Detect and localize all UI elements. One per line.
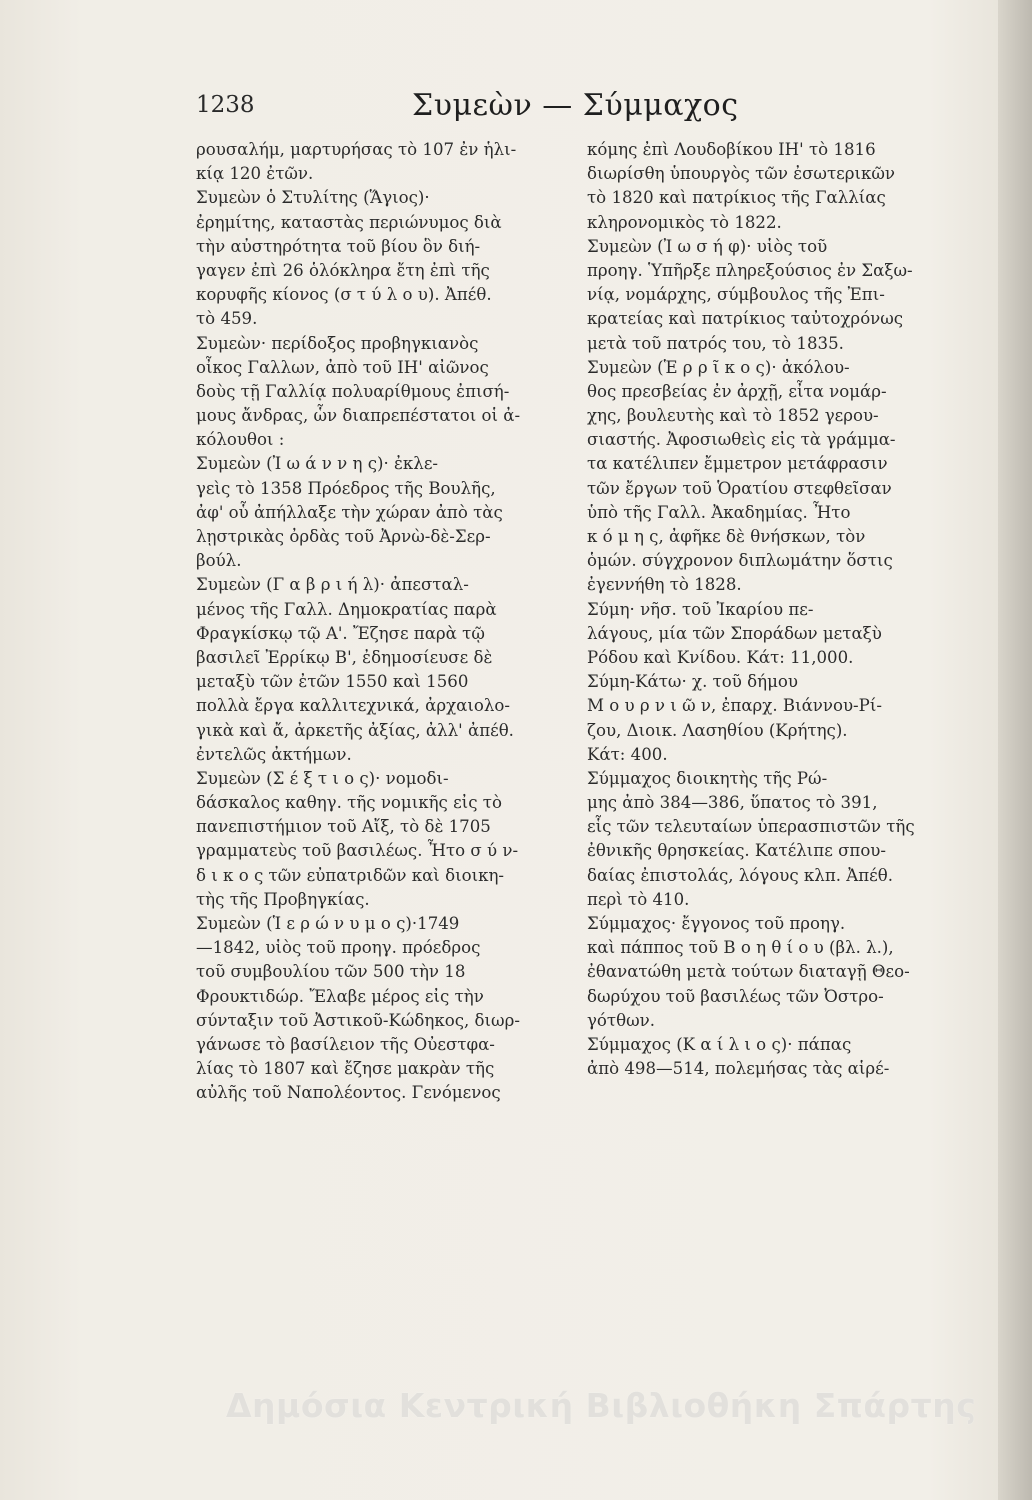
text-line: ὁμών. σύγχρονον διπλωμάτην ὅστις [587,551,893,571]
text-line: Συμεὼν (Γ α β ρ ι ή λ)· ἀπεσταλ- [196,575,469,595]
text-line: τὸ 1820 καὶ πατρίκιος τῆς Γαλλίας [587,188,886,208]
library-watermark: Δημόσια Κεντρική Βιβλιοθήκη Σπάρτης [226,1386,977,1425]
text-line: τα κατέλιπεν ἔμμετρον μετάφρασιν [587,454,888,474]
text-line: —1842, υἱὸς τοῦ προηγ. πρόεδρος [196,938,481,958]
text-line: γεὶς τὸ 1358 Πρόεδρος τῆς Βουλῆς, [196,478,496,498]
page-header [0,88,1032,132]
text-line: μένος τῆς Γαλλ. Δημοκρατίας παρὰ [196,599,497,619]
text-line: ζου, Διοικ. Λασηθίου (Κρήτης). [587,720,848,740]
text-line: Μ ο υ ρ ν ι ῶ ν, ἐπαρχ. Βιάννου-Ρί- [587,696,882,716]
text-line: σιαστής. Ἀφοσιωθεὶς εἰς τὰ γράμμα- [587,430,896,450]
text-line: Κάτ: 400. [587,744,668,764]
text-line: κ ό μ η ς, ἀφῆκε δὲ θνήσκων, τὸν [587,527,866,546]
text-line: ἐντελῶς ἀκτήμων. [196,744,352,764]
text-line: Συμεὼν· περίδοξος προβηγκιανὸς [196,333,479,353]
text-line: λῃστρικὰς ὀρδὰς τοῦ Ἀρνὼ-δὲ-Σερ- [196,527,491,546]
text-line: μετὰ τοῦ πατρός του, τὸ 1835. [587,333,844,353]
text-line: Σύμμαχος· ἔγγονος τοῦ προηγ. [587,914,846,933]
text-line: κόλουθοι : [196,430,285,450]
text-line: γικὰ καὶ ἄ, ἀρκετῆς ἀξίας, ἀλλ' ἀπέθ. [196,720,514,740]
text-line: πανεπιστήμιον τοῦ Αἴξ, τὸ δὲ 1705 [196,817,491,837]
text-line: τοῦ συμβουλίου τῶν 500 τὴν 18 [196,962,466,982]
text-line: ἐθανατώθη μετὰ τούτων διαταγῇ Θεο- [587,962,910,982]
page-edge-shadow [998,0,1032,1500]
text-line: Φρουκτιδώρ. Ἔλαβε μέρος εἰς τὴν [196,986,484,1006]
text-line: οἶκος Γαλλων, ἀπὸ τοῦ ΙΗ' αἰῶνος [196,357,489,377]
text-line: ἀφ' οὗ ἀπήλλαξε τὴν χώραν ἀπὸ τὰς [196,502,503,522]
text-line: εἷς τῶν τελευταίων ὑπερασπιστῶν τῆς [587,817,915,837]
text-line: βούλ. [196,551,242,571]
text-line: ἐγεννήθη τὸ 1828. [587,575,742,595]
text-line: ὑπὸ τῆς Γαλλ. Ἀκαδημίας. Ἦτο [587,502,851,522]
text-line: δ ι κ ο ς τῶν εὐπατριδῶν καὶ διοικη- [196,865,504,885]
text-line: Συμεὼν ὁ Στυλίτης (Ἅγιος)· [196,188,430,208]
text-line: γαγεν ἐπὶ 26 ὁλόκληρα ἔτη ἐπὶ τῆς [196,260,490,280]
text-line: γραμματεὺς τοῦ βασιλέως. Ἦτο σ ύ ν- [196,841,519,861]
text-line: λίας τὸ 1807 καὶ ἔζησε μακρὰν τῆς [196,1059,495,1079]
text-line: τῶν ἔργων τοῦ Ὁρατίου στεφθεῖσαν [587,478,892,498]
text-line: κόμης ἐπὶ Λουδοβίκου ΙΗ' τὸ 1816 [587,140,876,159]
text-line: ἐρημίτης, καταστὰς περιώνυμος διὰ [196,212,502,232]
text-line: κίᾳ 120 ἐτῶν. [196,164,314,184]
text-line: περὶ τὸ 410. [587,889,690,909]
text-line: ἀπὸ 498—514, πολεμήσας τὰς αἱρέ- [587,1059,890,1079]
text-line: δοὺς τῇ Γαλλίᾳ πολυαρίθμους ἐπισή- [196,381,510,401]
text-line: αὐλῆς τοῦ Ναπολέοντος. Γενόμενος [196,1083,501,1103]
text-line: διωρίσθη ὑπουργὸς τῶν ἐσωτερικῶν [587,164,895,184]
text-line: τὴς τῆς Προβηγκίας. [196,889,370,909]
text-line: Συμεὼν (Ἑ ρ ρ ῖ κ ο ς)· ἀκόλου- [587,357,850,377]
text-line: δάσκαλος καθηγ. τῆς νομικῆς εἰς τὸ [196,793,502,813]
text-line: μεταξὺ τῶν ἐτῶν 1550 καὶ 1560 [196,672,469,692]
page-number: 1238 [196,92,255,118]
text-line: δωρύχου τοῦ βασιλέως τῶν Ὀστρο- [587,986,884,1006]
text-line: Σύμη· νῆσ. τοῦ Ἰκαρίου πε- [587,599,814,619]
text-line: Φραγκίσκῳ τῷ Α'. Ἔζησε παρὰ τῷ [196,623,485,643]
text-line: Συμεὼν (Ἱ ε ρ ώ ν υ μ ο ς)·1749 [196,914,460,933]
text-line: καὶ πάππος τοῦ Β ο η θ ί ο υ (βλ. λ.), [587,938,894,958]
text-line: μους ἄνδρας, ὧν διαπρεπέστατοι οἱ ἀ- [196,406,521,426]
text-line: προηγ. Ὑπῆρξε πληρεξούσιος ἐν Σαξω- [587,260,913,280]
text-line: κληρονομικὸς τὸ 1822. [587,212,782,232]
text-line: δαίας ἐπιστολάς, λόγους κλπ. Ἀπέθ. [587,865,894,885]
text-line: Συμεὼν (Ἰ ω σ ή φ)· υἱὸς τοῦ [587,236,828,256]
text-line: ἐθνικῆς θρησκείας. Κατέλιπε σπου- [587,841,887,861]
text-line: Συμεὼν (Ἰ ω ά ν ν η ς)· ἐκλε- [196,454,439,474]
text-line: ρουσαλήμ, μαρτυρήσας τὸ 107 ἐν ἡλι- [196,140,517,159]
text-line: γάνωσε τὸ βασίλειον τῆς Οὐεστφα- [196,1034,495,1054]
text-line: Σύμμαχος (Κ α ί λ ι ο ς)· πάπας [587,1034,852,1054]
text-line: Ρόδου καὶ Κνίδου. Κάτ: 11,000. [587,647,854,667]
running-title: Συμεὼν — Σύμμαχος [412,88,739,123]
text-line: πολλὰ ἔργα καλλιτεχνικά, ἀρχαιολο- [196,696,510,716]
text-line: μης ἀπὸ 384—386, ὕπατος τὸ 391, [587,793,878,813]
right-text-column [587,138,963,1081]
text-line: νίᾳ, νομάρχης, σύμβουλος τῆς Ἐπι- [587,285,885,305]
text-line: γότθων. [587,1010,655,1030]
text-line: κορυφῆς κίονος (σ τ ύ λ ο υ). Ἀπέθ. [196,285,492,305]
left-text-column [196,138,566,1106]
text-line: κρατείας καὶ πατρίκιος ταὐτοχρόνως [587,309,904,329]
text-line: τὸ 459. [196,309,258,329]
text-line: σύνταξιν τοῦ Ἀστικοῦ-Κώδηκος, διωρ- [196,1010,520,1030]
text-line: θος πρεσβείας ἐν ἀρχῇ, εἶτα νομάρ- [587,381,887,401]
text-line: βασιλεῖ Ἐρρίκῳ Β', ἐδημοσίευσε δὲ [196,647,493,667]
text-line: Συμεὼν (Σ έ ξ τ ι ο ς)· νομοδι- [196,768,449,788]
text-line: χης, βουλευτὴς καὶ τὸ 1852 γερου- [587,406,879,426]
text-line: Σύμμαχος διοικητὴς τῆς Ρώ- [587,768,828,788]
text-line: λάγους, μία τῶν Σποράδων μεταξὺ [587,623,882,643]
text-line: Σύμη-Κάτω· χ. τοῦ δήμου [587,672,798,692]
text-line: τὴν αὐστηρότητα τοῦ βίου ὃν διή- [196,236,481,256]
